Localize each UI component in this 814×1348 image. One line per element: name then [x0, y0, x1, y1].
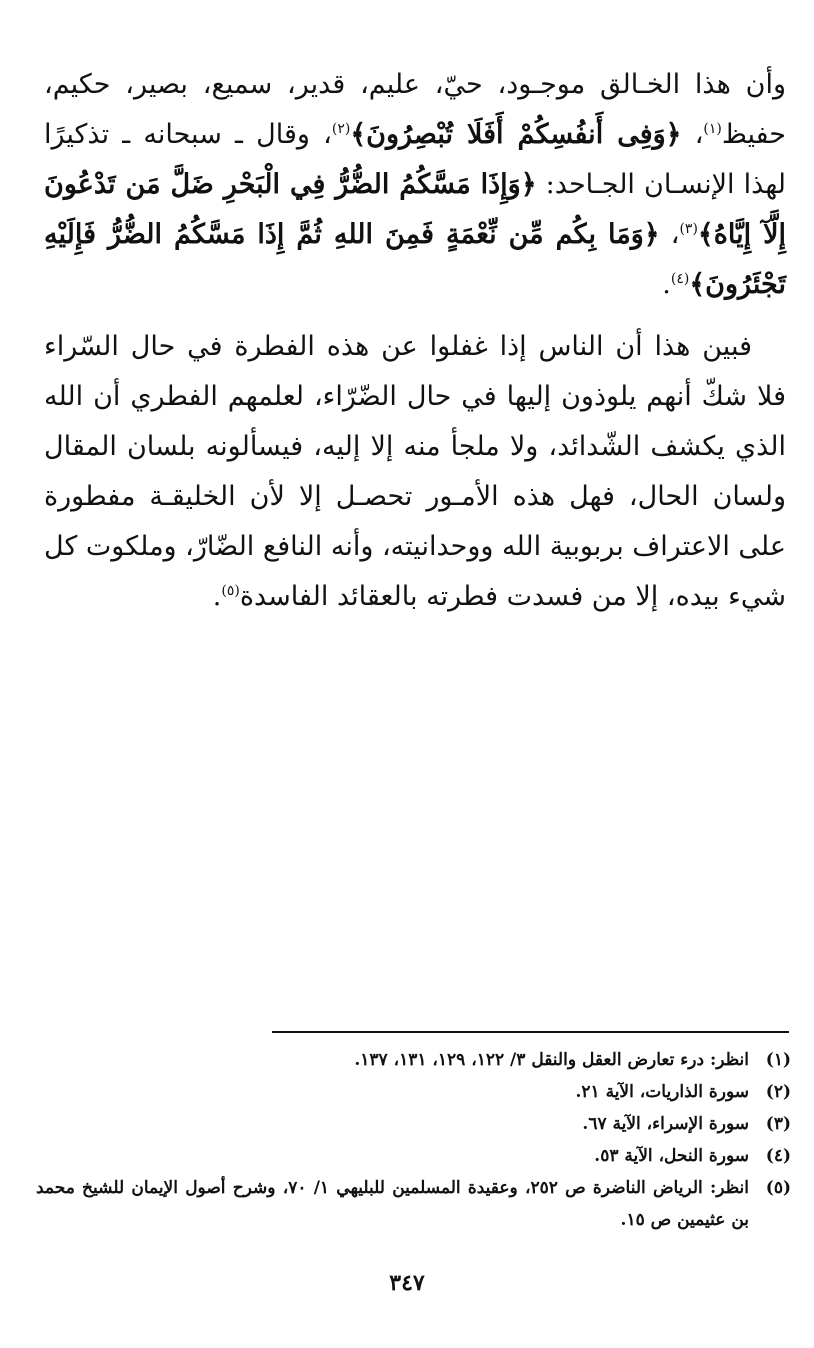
text-segment: ، وقال ـ سبحانه ـ تذكيرًا لهذا الإنسـان الجـاحد:	[44, 119, 786, 200]
footnote-1	[36, 1044, 791, 1076]
page-number: ٣٤٧	[389, 1270, 425, 1296]
quran-verse-3: ﴿وَمَا بِكُم مِّن نِّعْمَةٍ فَمِنَ اللهِ ثُمَّ إِذَا مَسَّكُمُ الضُّرُّ فَإِلَيْهِ تَجْئَرُونَ﴾	[44, 219, 786, 300]
footnote-3	[36, 1108, 791, 1140]
footnote-number: (١)	[765, 1050, 791, 1070]
footnote-text: سورة الذاريات، الآية ٢١.	[575, 1082, 749, 1102]
footnote-text: انظر: الرياض الناضرة ص ٢٥٢، وعقيدة المسلمين للبليهي ١/ ٧٠، وشرح أصول الإيمان للشيخ محمد بن عثيمين ص ١٥.	[36, 1178, 750, 1230]
text-segment: وأن هذا الخـالق موجـود، حيّ، عليم، قدير، سميع، بصير، حكيم، حفيظ	[44, 69, 786, 150]
footnote-ref-4: (٤)	[670, 271, 690, 287]
footnote-number: (٢)	[765, 1082, 791, 1102]
footnote-text: سورة الإسراء، الآية ٦٧.	[582, 1114, 749, 1134]
footnote-ref-5: (٥)	[221, 583, 240, 599]
footnote-separator	[272, 1031, 789, 1033]
footnote-4	[36, 1140, 791, 1172]
footnote-ref-2: (٢)	[331, 121, 351, 137]
footnotes	[36, 1044, 791, 1236]
footnote-ref-3: (٣)	[679, 221, 698, 237]
main-text	[44, 60, 786, 622]
footnote-number: (٣)	[765, 1114, 791, 1134]
text-segment: فبين هذا أن الناس إذا غفلوا عن هذه الفطرة في حال السّراء فلا شكّ أنهم يلوذون إليها في حال الضّرّاء، لعلمهم الفطري أن الله الذي يكشف الشّدائد، ولا ملجأ منه إلا إليه، فيسألونه بلسان المقال ولسان الحال، فهل هذه الأمـور تحصـل إلا لأن الخليقـة مفطورة على الاعتراف بربوبية الله ووحدانيته، وأنه النافع الضّارّ، وملكوت كل شيء بيده، إلا من فسدت فطرته بالعقائد الفاسدة	[44, 331, 786, 612]
footnote-2	[36, 1076, 791, 1108]
footnote-text: انظر: درء تعارض العقل والنقل ٣/ ١٢٢، ١٢٩، ١٣١، ١٣٧.	[354, 1050, 749, 1070]
paragraph-1	[44, 60, 786, 310]
text-segment: ،	[681, 119, 704, 150]
footnote-text: سورة النحل، الآية ٥٣.	[594, 1146, 749, 1166]
paragraph-2	[44, 322, 786, 622]
text-segment: .	[212, 581, 222, 612]
footnote-ref-1: (١)	[703, 121, 722, 137]
text-segment: ،	[659, 219, 680, 250]
text-segment: .	[662, 269, 671, 300]
footnote-5	[36, 1172, 791, 1236]
footnote-number: (٤)	[765, 1146, 791, 1166]
quran-verse-1: ﴿وَفِى أَنفُسِكُمْ أَفَلَا تُبْصِرُونَ﴾	[350, 119, 682, 150]
quran-verse-2: ﴿وَإِذَا مَسَّكُمُ الضُّرُّ فِي الْبَحْرِ ضَلَّ مَن تَدْعُونَ إِلَّآ إِيَّاهُ﴾	[44, 169, 787, 250]
footnote-number: (٥)	[765, 1178, 791, 1198]
